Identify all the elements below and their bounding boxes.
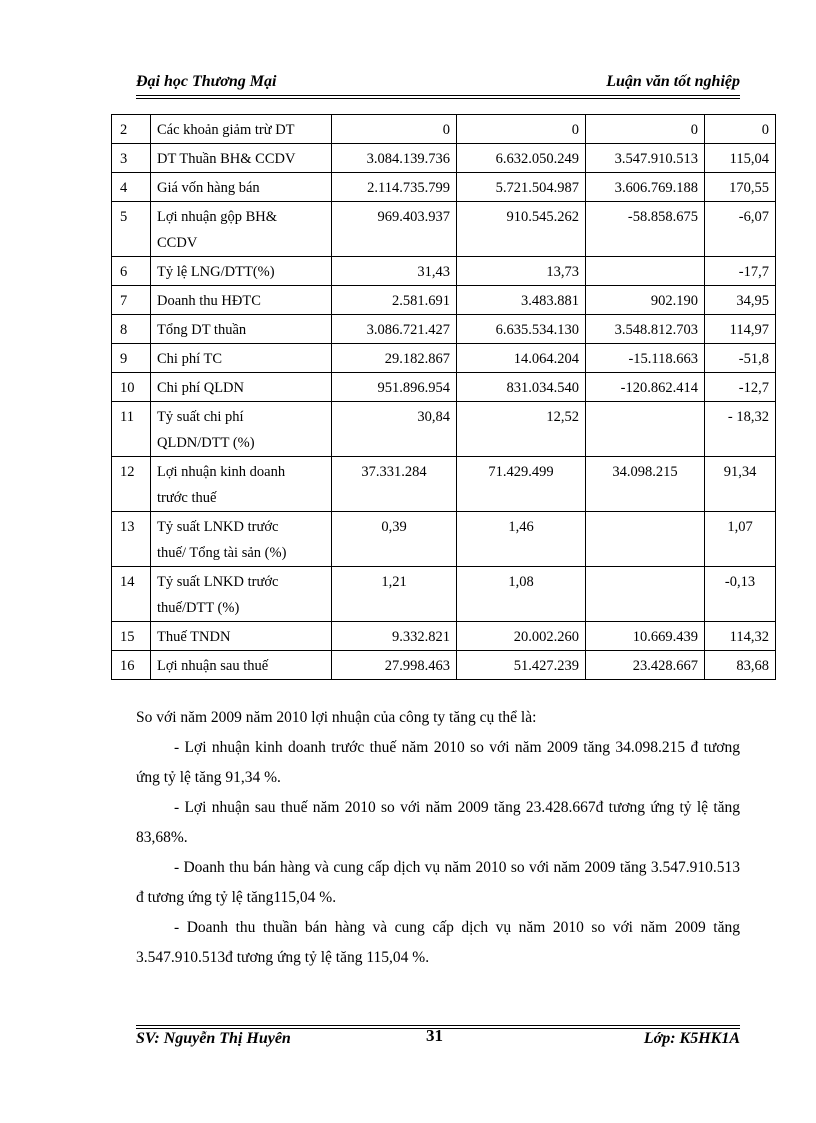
footer-class: Lớp: K5HK1A: [643, 1030, 740, 1047]
footer-student: SV: Nguyễn Thị Huyên: [136, 1030, 291, 1047]
indicator-cell: Chi phí TC: [151, 344, 332, 373]
value-2009-cell: 30,84: [332, 402, 457, 457]
row-number-cell: 14: [112, 567, 151, 622]
percent-cell: 34,95: [705, 286, 776, 315]
value-2009-cell: 29.182.867: [332, 344, 457, 373]
indicator-cell: Lợi nhuận sau thuế: [151, 651, 332, 680]
value-2010-cell: 5.721.504.987: [457, 173, 586, 202]
row-number-cell: 3: [112, 144, 151, 173]
row-number-cell: 12: [112, 457, 151, 512]
table-row: [112, 567, 776, 622]
percent-cell: 83,68: [705, 651, 776, 680]
table-row: [112, 286, 776, 315]
page-number: 31: [426, 1026, 443, 1045]
percent-cell: 1,07: [705, 512, 776, 567]
percent-cell: 91,34: [705, 457, 776, 512]
difference-cell: [586, 402, 705, 457]
row-number-cell: 13: [112, 512, 151, 567]
difference-cell: [586, 512, 705, 567]
difference-cell: -120.862.414: [586, 373, 705, 402]
indicator-cell: Chi phí QLDN: [151, 373, 332, 402]
indicator-cell-line2: trước thuế: [157, 490, 217, 506]
table-row: [112, 173, 776, 202]
table-row: [112, 373, 776, 402]
percent-cell: 115,04: [705, 144, 776, 173]
difference-cell: 3.606.769.188: [586, 173, 705, 202]
row-number-cell: 16: [112, 651, 151, 680]
row-number-cell: 11: [112, 402, 151, 457]
value-2010-cell: 12,52: [457, 402, 586, 457]
table-row: [112, 315, 776, 344]
value-2009-cell: 3.086.721.427: [332, 315, 457, 344]
indicator-cell: Tỷ suất LNKD trước thuế/DTT (%): [151, 567, 332, 622]
value-2009-cell: 3.084.139.736: [332, 144, 457, 173]
value-2009-cell: 37.331.284: [332, 457, 457, 512]
table-row: [112, 457, 776, 512]
value-2010-cell: 6.635.534.130: [457, 315, 586, 344]
indicator-cell: Doanh thu HĐTC: [151, 286, 332, 315]
header-university: Đại học Thương Mại: [136, 73, 277, 90]
percent-cell: -51,8: [705, 344, 776, 373]
intro-paragraph: So với năm 2009 năm 2010 lợi nhuận của công ty tăng cụ thể là:: [136, 709, 537, 726]
difference-cell: -15.118.663: [586, 344, 705, 373]
row-number-cell: 6: [112, 257, 151, 286]
page-header: [136, 73, 740, 97]
indicator-cell: Tỷ suất LNKD trước thuế/ Tổng tài sản (%): [151, 512, 332, 567]
indicator-cell: Thuế TNDN: [151, 622, 332, 651]
percent-cell: -6,07: [705, 202, 776, 257]
value-2009-cell: 1,21: [332, 567, 457, 622]
table-row: [112, 115, 776, 144]
indicator-cell: Tổng DT thuần: [151, 315, 332, 344]
difference-cell: 34.098.215: [586, 457, 705, 512]
value-2010-cell: 1,08: [457, 567, 586, 622]
value-2009-cell: 951.896.954: [332, 373, 457, 402]
row-number-cell: 7: [112, 286, 151, 315]
value-2010-cell: 1,46: [457, 512, 586, 567]
value-2009-cell: 2.581.691: [332, 286, 457, 315]
table-row: [112, 344, 776, 373]
indicator-cell: Lợi nhuận gộp BH& CCDV: [151, 202, 332, 257]
value-2009-cell: 969.403.937: [332, 202, 457, 257]
value-2010-cell: 831.034.540: [457, 373, 586, 402]
indicator-cell-line2: CCDV: [157, 235, 198, 251]
value-2009-cell: 31,43: [332, 257, 457, 286]
percent-cell: 114,32: [705, 622, 776, 651]
value-2010-cell: 20.002.260: [457, 622, 586, 651]
table-row: [112, 257, 776, 286]
value-2010-cell: 0: [457, 115, 586, 144]
percent-cell: -12,7: [705, 373, 776, 402]
indicator-cell: Giá vốn hàng bán: [151, 173, 332, 202]
body-text: [136, 703, 740, 973]
indicator-cell: Các khoản giảm trừ DT: [151, 115, 332, 144]
indicator-cell-line2: thuế/ Tổng tài sản (%): [157, 545, 287, 561]
percent-cell: 170,55: [705, 173, 776, 202]
percent-cell: 0: [705, 115, 776, 144]
value-2010-cell: 71.429.499: [457, 457, 586, 512]
percent-cell: 114,97: [705, 315, 776, 344]
table-row: [112, 144, 776, 173]
value-2009-cell: 0: [332, 115, 457, 144]
value-2010-cell: 3.483.881: [457, 286, 586, 315]
value-2010-cell: 13,73: [457, 257, 586, 286]
difference-cell: 902.190: [586, 286, 705, 315]
row-number-cell: 9: [112, 344, 151, 373]
value-2010-cell: 6.632.050.249: [457, 144, 586, 173]
header-thesis-title: Luận văn tốt nghiệp: [606, 73, 740, 90]
difference-cell: -58.858.675: [586, 202, 705, 257]
indicator-cell: DT Thuần BH& CCDV: [151, 144, 332, 173]
difference-cell: 3.547.910.513: [586, 144, 705, 173]
bullet-paragraph: - Lợi nhuận kinh doanh trước thuế năm 2010 so với năm 2009 tăng 34.098.215 đ tương ứng tỷ lệ tăng 91,34 %.: [136, 739, 740, 786]
value-2010-cell: 14.064.204: [457, 344, 586, 373]
row-number-cell: 8: [112, 315, 151, 344]
indicator-cell: Lợi nhuận kinh doanh trước thuế: [151, 457, 332, 512]
row-number-cell: 5: [112, 202, 151, 257]
table-row: [112, 651, 776, 680]
row-number-cell: 4: [112, 173, 151, 202]
difference-cell: [586, 257, 705, 286]
difference-cell: 10.669.439: [586, 622, 705, 651]
percent-cell: -0,13: [705, 567, 776, 622]
indicator-cell-line2: QLDN/DTT (%): [157, 435, 255, 451]
value-2009-cell: 9.332.821: [332, 622, 457, 651]
row-number-cell: 2: [112, 115, 151, 144]
value-2010-cell: 51.427.239: [457, 651, 586, 680]
bullet-paragraph: - Lợi nhuận sau thuế năm 2010 so với năm 2009 tăng 23.428.667đ tương ứng tỷ lệ tăng 83,68%.: [136, 799, 740, 846]
difference-cell: [586, 567, 705, 622]
bullet-paragraph: - Doanh thu thuần bán hàng và cung cấp dịch vụ năm 2010 so với năm 2009 tăng 3.547.910.513đ tương ứng tỷ lệ tăng 115,04 %.: [136, 919, 740, 966]
financial-table: [111, 114, 776, 680]
value-2009-cell: 27.998.463: [332, 651, 457, 680]
row-number-cell: 10: [112, 373, 151, 402]
table-row: [112, 202, 776, 257]
value-2009-cell: 0,39: [332, 512, 457, 567]
difference-cell: 23.428.667: [586, 651, 705, 680]
percent-cell: - 18,32: [705, 402, 776, 457]
row-number-cell: 15: [112, 622, 151, 651]
value-2009-cell: 2.114.735.799: [332, 173, 457, 202]
bullet-paragraph: - Doanh thu bán hàng và cung cấp dịch vụ năm 2010 so với năm 2009 tăng 3.547.910.513 đ tương ứng tỷ lệ tăng115,04 %.: [136, 859, 740, 906]
header-divider: [136, 95, 740, 99]
percent-cell: -17,7: [705, 257, 776, 286]
indicator-cell: Tỷ suất chi phí QLDN/DTT (%): [151, 402, 332, 457]
indicator-cell-line2: thuế/DTT (%): [157, 600, 240, 616]
page-footer: [136, 1026, 740, 1054]
table-row: [112, 402, 776, 457]
table-row: [112, 512, 776, 567]
difference-cell: 3.548.812.703: [586, 315, 705, 344]
difference-cell: 0: [586, 115, 705, 144]
table-row: [112, 622, 776, 651]
value-2010-cell: 910.545.262: [457, 202, 586, 257]
indicator-cell: Tỷ lệ LNG/DTT(%): [151, 257, 332, 286]
